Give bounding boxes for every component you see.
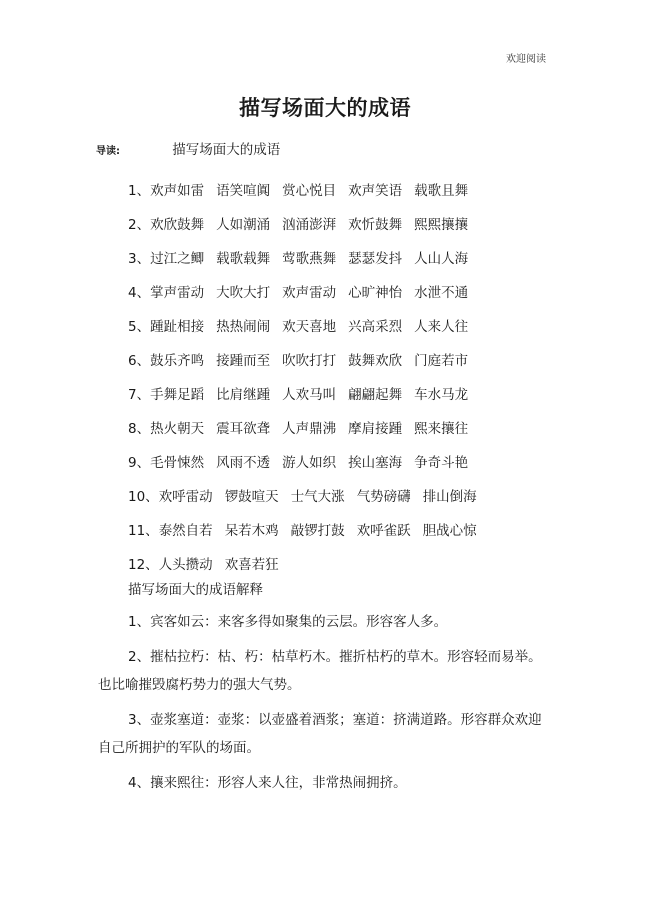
intro-lead: 导读: xyxy=(96,146,120,157)
idiom: 门庭若市 xyxy=(414,353,469,369)
idiom: 欢声雷动 xyxy=(282,285,337,301)
explain-title: 描写场面大的成语解释 xyxy=(128,582,263,598)
list-item xyxy=(128,376,568,410)
idiom: 手舞足蹈 xyxy=(150,387,205,403)
idiom: 人来人往 xyxy=(414,319,469,335)
explanation-item: 4、攘来熙往：形容人来人往，非常热闹拥挤。 xyxy=(128,774,407,791)
list-item xyxy=(128,240,568,274)
idiom: 大吹大打 xyxy=(216,285,271,301)
idiom: 挨山塞海 xyxy=(348,455,403,471)
list-item-number: 8、 xyxy=(128,421,151,437)
list-item xyxy=(128,342,568,376)
idiom: 排山倒海 xyxy=(422,489,477,505)
idiom: 鼓舞欢欣 xyxy=(348,353,403,369)
intro-text: 描写场面大的成语 xyxy=(172,142,281,158)
idiom: 欢声笑语 xyxy=(348,183,403,199)
idiom: 接踵而至 xyxy=(216,353,271,369)
idiom: 吹吹打打 xyxy=(282,353,337,369)
idiom: 泰然自若 xyxy=(158,523,213,539)
idiom: 踵趾相接 xyxy=(150,319,205,335)
idiom: 热热闹闹 xyxy=(216,319,271,335)
idiom: 呆若木鸡 xyxy=(224,523,279,539)
idiom: 水泄不通 xyxy=(414,285,469,301)
idiom: 锣鼓喧天 xyxy=(224,489,279,505)
list-item xyxy=(128,274,568,308)
list-item xyxy=(128,546,568,580)
list-item-number: 6、 xyxy=(128,353,151,369)
idiom: 瑟瑟发抖 xyxy=(348,251,403,267)
idiom: 敲锣打鼓 xyxy=(290,523,345,539)
idiom: 风雨不透 xyxy=(216,455,271,471)
idiom: 汹涌澎湃 xyxy=(282,217,337,233)
idiom: 掌声雷动 xyxy=(150,285,205,301)
list-item-number: 9、 xyxy=(128,455,151,471)
idiom: 比肩继踵 xyxy=(216,387,271,403)
idiom: 语笑喧阗 xyxy=(216,183,271,199)
list-item xyxy=(128,478,568,512)
list-item xyxy=(128,172,568,206)
idiom: 赏心悦目 xyxy=(282,183,337,199)
idiom: 士气大涨 xyxy=(290,489,345,505)
list-item xyxy=(128,308,568,342)
idiom: 欢忻鼓舞 xyxy=(348,217,403,233)
list-item-number: 2、 xyxy=(128,217,151,233)
idiom: 载歌载舞 xyxy=(216,251,271,267)
idiom: 气势磅礴 xyxy=(356,489,411,505)
header-text: 欢迎阅读 xyxy=(506,54,546,65)
list-item-number: 4、 xyxy=(128,285,151,301)
list-item xyxy=(128,444,568,478)
idiom: 心旷神怡 xyxy=(348,285,403,301)
idiom: 游人如织 xyxy=(282,455,337,471)
idiom: 熙来攘往 xyxy=(414,421,469,437)
idiom: 震耳欲聋 xyxy=(216,421,271,437)
explanation-item: 1、宾客如云：来客多得如聚集的云层。形容客人多。 xyxy=(128,614,448,630)
list-item xyxy=(128,206,568,240)
idiom: 热火朝天 xyxy=(150,421,205,437)
list-item-number: 11、 xyxy=(128,523,159,539)
idiom: 欢呼雷动 xyxy=(158,489,213,505)
list-item-number: 12、 xyxy=(128,557,159,573)
idiom: 人山人海 xyxy=(414,251,469,267)
idiom: 过江之鲫 xyxy=(150,251,205,267)
list-item-number: 7、 xyxy=(128,387,151,403)
idiom: 鼓乐齐鸣 xyxy=(150,353,205,369)
idiom: 摩肩接踵 xyxy=(348,421,403,437)
idiom: 翩翩起舞 xyxy=(348,387,403,403)
idiom: 欢天喜地 xyxy=(282,319,337,335)
explanation-item: 3、壶浆塞道：壶浆：以壶盛着酒浆；塞道：挤满道路。形容群众欢迎自己所拥护的军队的场面。 xyxy=(98,711,542,756)
idiom: 人声鼎沸 xyxy=(282,421,337,437)
idiom: 欢欣鼓舞 xyxy=(150,217,205,233)
list-item-number: 10、 xyxy=(128,489,159,505)
idiom: 欢声如雷 xyxy=(150,183,205,199)
list-item-number: 3、 xyxy=(128,251,151,267)
idiom: 载歌且舞 xyxy=(414,183,469,199)
idiom: 欢喜若狂 xyxy=(224,557,279,573)
explanation-list xyxy=(98,608,554,803)
idiom: 莺歌燕舞 xyxy=(282,251,337,267)
idiom: 胆战心惊 xyxy=(422,523,477,539)
list-item xyxy=(128,410,568,444)
idiom-list xyxy=(128,172,568,580)
explanation-item: 2、摧枯拉朽：枯、朽：枯草朽木。摧折枯朽的草木。形容轻而易举。也比喻摧毁腐朽势力的强大气势。 xyxy=(98,648,542,693)
list-item-number: 1、 xyxy=(128,183,151,199)
idiom: 毛骨悚然 xyxy=(150,455,205,471)
idiom: 兴高采烈 xyxy=(348,319,403,335)
document-title: 描写场面大的成语 xyxy=(239,96,411,120)
idiom: 欢呼雀跃 xyxy=(356,523,411,539)
idiom: 人如潮涌 xyxy=(216,217,271,233)
idiom: 车水马龙 xyxy=(414,387,469,403)
idiom: 争奇斗艳 xyxy=(414,455,469,471)
idiom: 人欢马叫 xyxy=(282,387,337,403)
idiom: 人头攒动 xyxy=(158,557,213,573)
idiom: 熙熙攘攘 xyxy=(414,217,469,233)
intro-line xyxy=(96,138,280,158)
list-item xyxy=(128,512,568,546)
list-item-number: 5、 xyxy=(128,319,151,335)
